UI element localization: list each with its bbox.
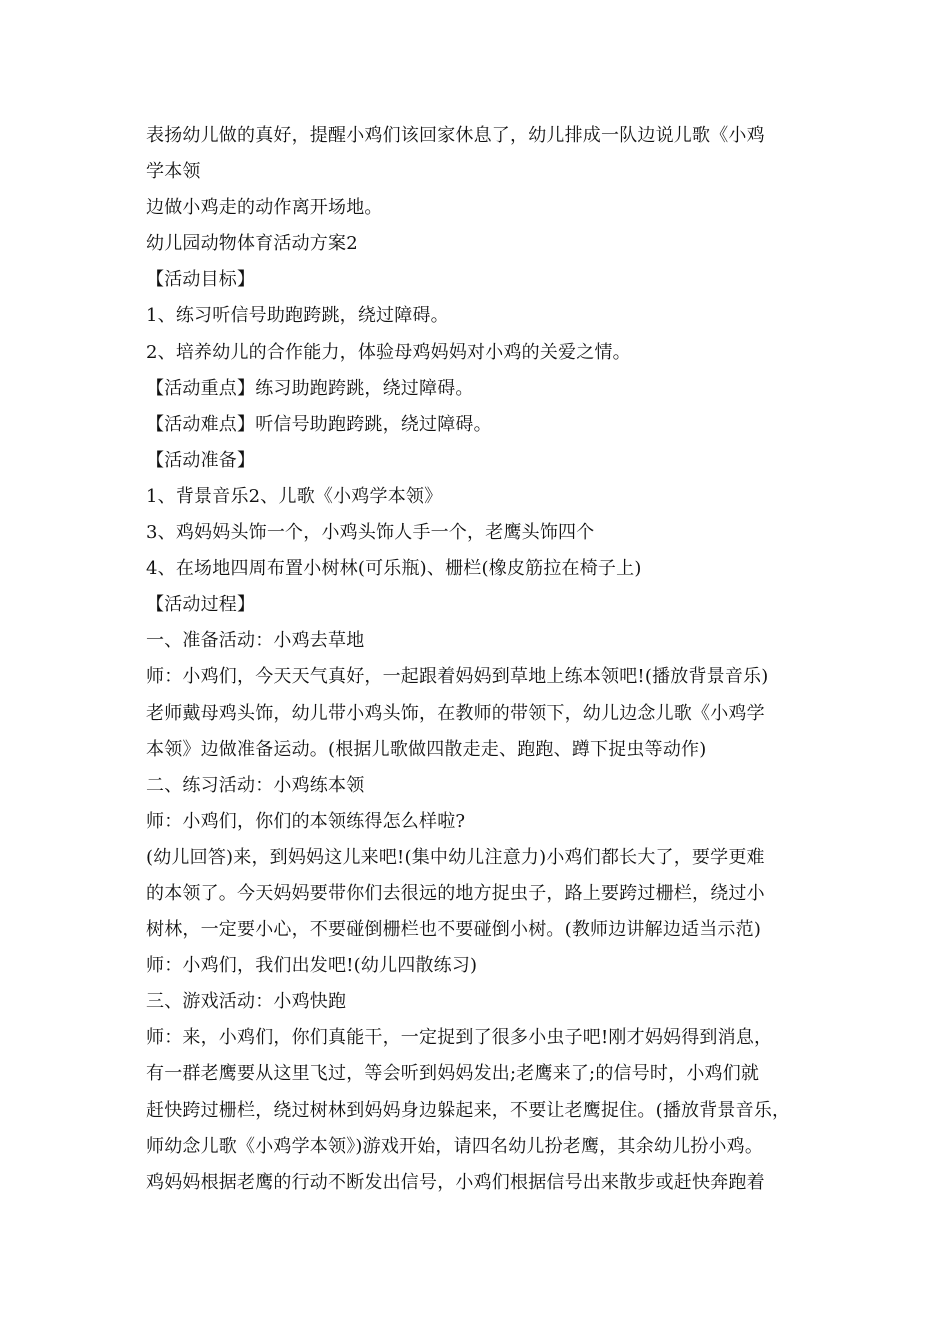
text-line: 的本领了。今天妈妈要带你们去很远的地方捉虫子，路上要跨过栅栏，绕过小 (146, 882, 765, 904)
text-line: 【活动重点】练习助跑跨跳，绕过障碍。 (146, 377, 474, 399)
text-line: 师：小鸡们，我们出发吧!(幼儿四散练习) (146, 955, 478, 977)
text-line: 赶快跨过栅栏，绕过树林到妈妈身边躲起来，不要让老鹰捉住。(播放背景音乐， (146, 1099, 791, 1121)
text-line: (幼儿回答)来，到妈妈这儿来吧!(集中幼儿注意力)小鸡们都长大了，要学更难 (146, 846, 765, 868)
text-line: 【活动难点】听信号助跑跨跳，绕过障碍。 (146, 413, 492, 435)
subsection-heading: 二、练习活动：小鸡练本领 (146, 774, 365, 796)
text-line: 边做小鸡走的动作离开场地。 (146, 197, 383, 219)
section-heading: 【活动目标】 (146, 269, 256, 291)
subsection-heading: 一、准备活动：小鸡去草地 (146, 630, 365, 652)
section-heading: 【活动过程】 (146, 594, 256, 616)
text-line: 有一群老鹰要从这里飞过，等会听到妈妈发出;老鹰来了;的信号时，小鸡们就 (146, 1063, 760, 1085)
text-line: 4、在场地四周布置小树林(可乐瓶)、栅栏(橡皮筋拉在椅子上) (146, 558, 642, 580)
text-line: 本领》边做准备运动。(根据儿歌做四散走走、跑跑、蹲下捉虫等动作) (146, 738, 707, 760)
text-line: 师：小鸡们，你们的本领练得怎么样啦? (146, 810, 466, 832)
text-line: 老师戴母鸡头饰，幼儿带小鸡头饰，在教师的带领下，幼儿边念儿歌《小鸡学 (146, 702, 765, 724)
text-line: 3、鸡妈妈头饰一个，小鸡头饰人手一个，老鹰头饰四个 (146, 522, 595, 544)
text-line: 鸡妈妈根据老鹰的行动不断发出信号，小鸡们根据信号出来散步或赶快奔跑着 (146, 1171, 765, 1193)
text-line: 1、练习听信号助跑跨跳，绕过障碍。 (146, 305, 449, 327)
document-body (146, 118, 816, 1201)
text-line: 师幼念儿歌《小鸡学本领》)游戏开始，请四名幼儿扮老鹰，其余幼儿扮小鸡。 (146, 1135, 764, 1157)
text-line: 学本领 (146, 161, 201, 183)
section-heading: 【活动准备】 (146, 449, 256, 471)
text-line: 1、背景音乐2、儿歌《小鸡学本领》 (146, 485, 443, 507)
text-line: 师：来，小鸡们，你们真能干，一定捉到了很多小虫子吧!刚才妈妈得到消息， (146, 1027, 773, 1049)
section-title: 幼儿园动物体育活动方案2 (146, 233, 358, 255)
text-line: 师：小鸡们，今天天气真好，一起跟着妈妈到草地上练本领吧!(播放背景音乐) (146, 666, 769, 688)
subsection-heading: 三、游戏活动：小鸡快跑 (146, 991, 347, 1013)
text-line: 2、培养幼儿的合作能力，体验母鸡妈妈对小鸡的关爱之情。 (146, 341, 631, 363)
text-line: 树林，一定要小心，不要碰倒栅栏也不要碰倒小树。(教师边讲解边适当示范) (146, 919, 762, 941)
text-line: 表扬幼儿做的真好，提醒小鸡们该回家休息了，幼儿排成一队边说儿歌《小鸡 (146, 125, 765, 146)
